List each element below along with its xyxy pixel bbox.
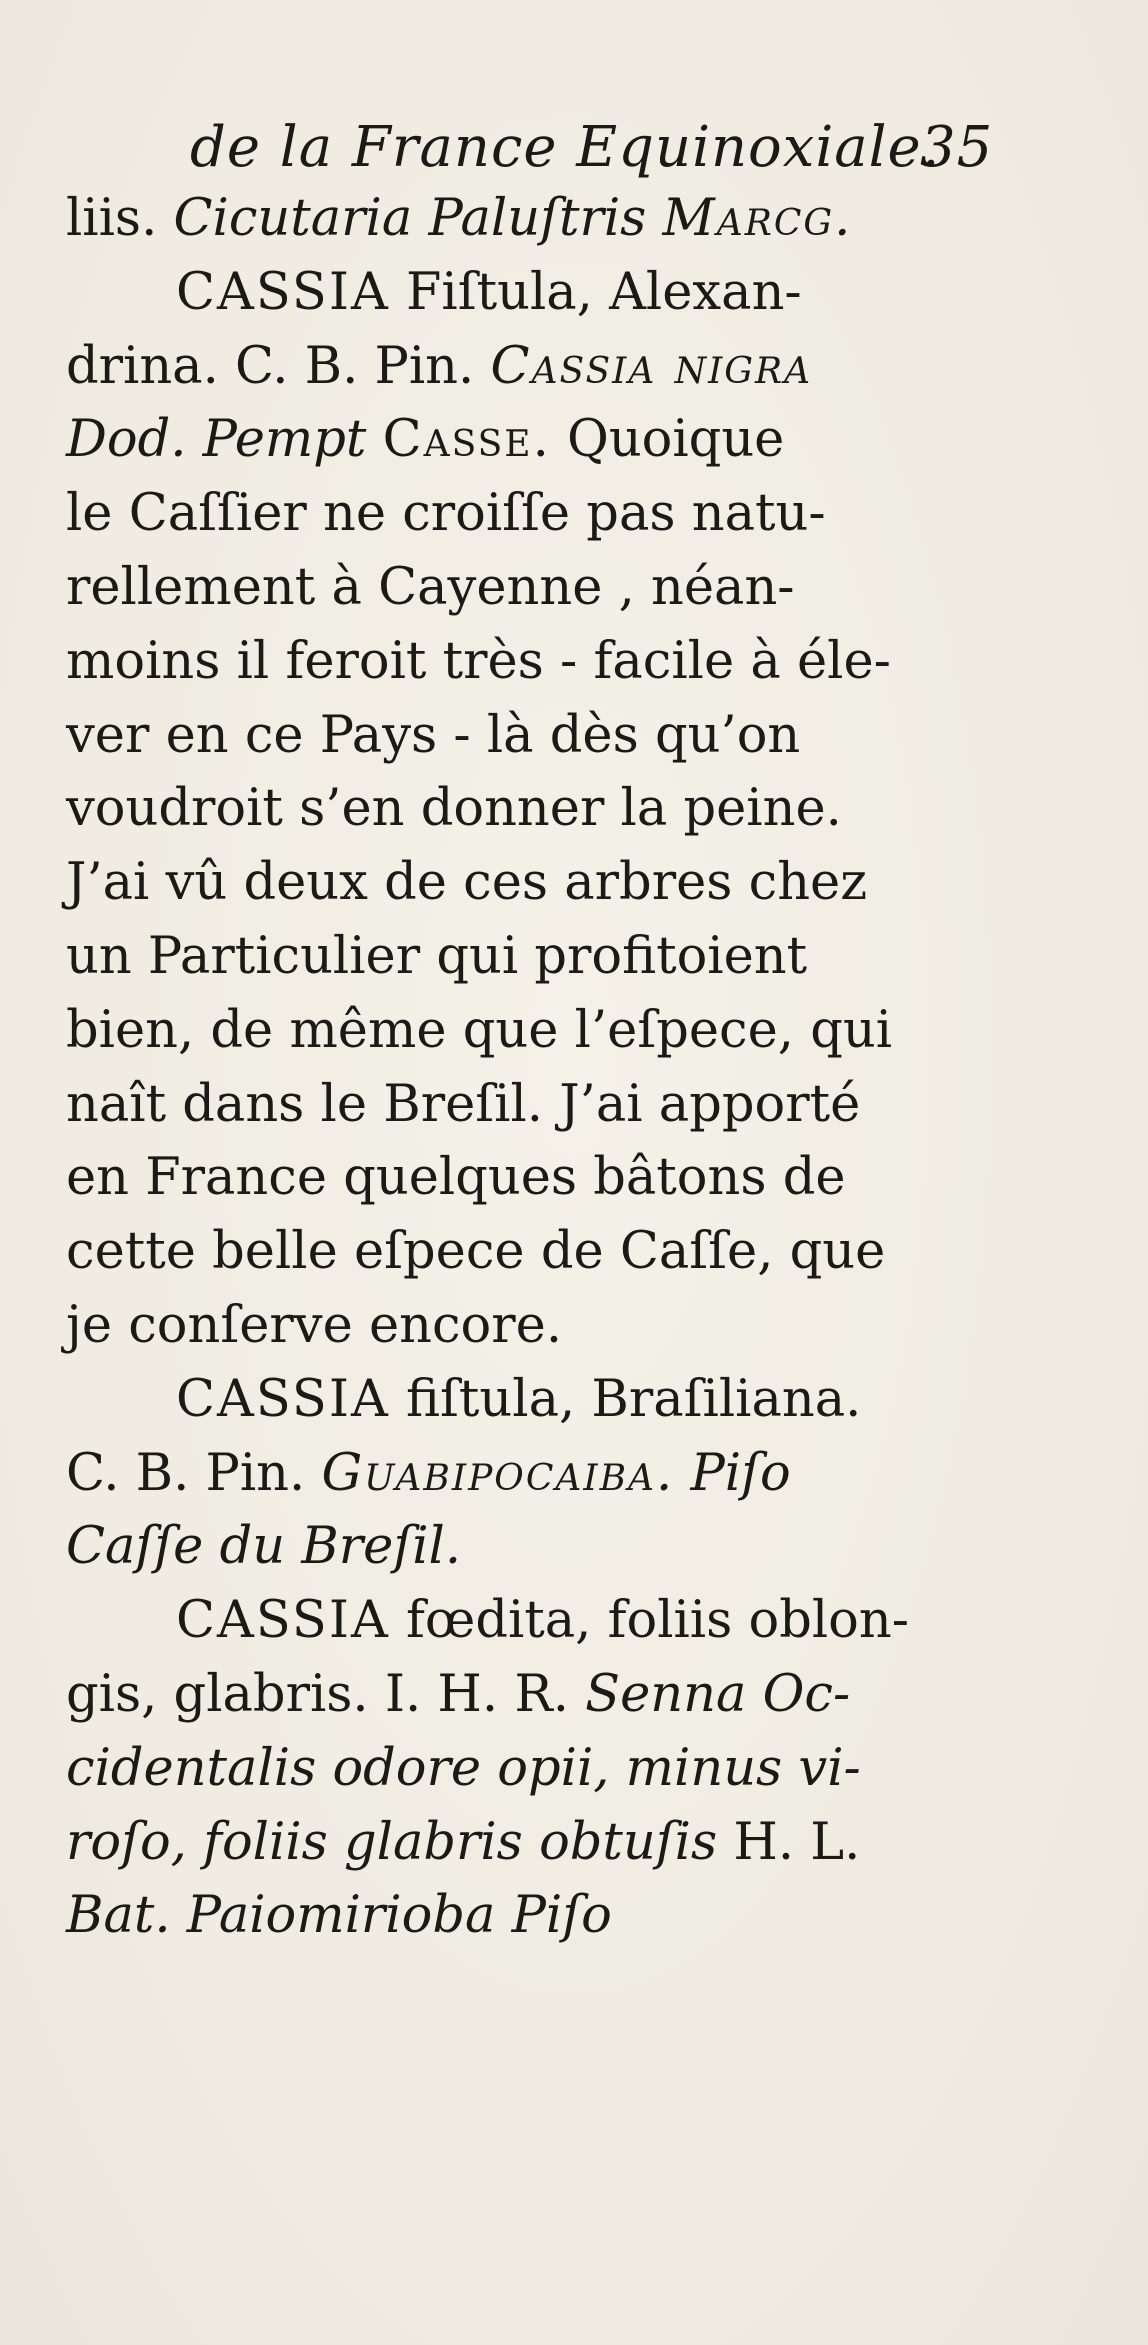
text-line-24 [66,1879,1006,1953]
text-run: Piſo [690,1443,791,1503]
text-run: roſo, foliis glabris obtuſis [66,1812,734,1872]
text-run: naît dans le Breſil. J’ai apporté [66,1074,861,1134]
text-run: Senna Oc- [585,1664,851,1724]
text-run: Guabipocaiba. [321,1443,675,1503]
text-run: Fiſtula, Alexan- [389,262,802,322]
text-run: je conſerve encore. [66,1295,563,1355]
text-run: cidentalis odore opii, minus vi- [66,1738,861,1798]
text-line-4 [66,403,1006,477]
text-line-19 [66,1510,1006,1584]
text-line-16 [66,1289,1006,1363]
text-run: drina. C. B. Pin. [66,336,491,396]
text-line-15 [66,1215,1006,1289]
text-run: fiſtula, Braſiliana. [389,1369,862,1429]
text-line-17 [66,1363,1006,1437]
text-run: fœdita, foliis oblon- [389,1591,909,1651]
text-run: liis. [66,189,174,248]
text-line-9 [66,772,1006,846]
text-run: ver en ce Pays - là dès qu’on [66,705,801,765]
text-run: moins il feroit très - facile à éle- [66,631,891,691]
text-line-6 [66,551,1006,625]
text-line-3 [66,330,1006,404]
text-line-18 [66,1437,1006,1511]
text-run: Cicutaria Paluſtris [173,189,663,248]
text-line-13 [66,1068,1006,1142]
text-line-12 [66,994,1006,1068]
text-run: cette belle eſpece de Caſſe, que [66,1222,886,1282]
running-header [190,108,994,188]
text-run: Bat. Paiomirioba Piſo [66,1886,612,1946]
text-run: en France quelques bâtons de [66,1148,846,1208]
text-run: Caſſe du Breſil. [66,1517,462,1577]
page-number: 35 [920,115,994,180]
text-line-22 [66,1732,1006,1806]
text-run: Cassia nigra [490,336,813,396]
text-run: voudroit s’en donner la peine. [66,779,842,839]
text-run [674,1444,690,1503]
text-run: un Particulier qui profitoient [66,926,808,986]
text-line-11 [66,920,1006,994]
text-run: gis, glabris. I. H. R. [66,1664,586,1724]
text-line-1 [66,182,1006,256]
text-line-10 [66,846,1006,920]
text-line-7 [66,625,1006,699]
text-line-5 [66,477,1006,551]
text-line-23 [66,1806,1006,1880]
running-title: de la France Equinoxiale. [190,115,941,180]
text-run: Quoique [550,410,785,470]
text-run: Dod. Pempt [66,410,383,470]
text-run: Marcg. [662,189,853,248]
text-run: rellement à Cayenne , néan- [66,557,795,617]
text-line-8 [66,699,1006,773]
text-run: CASSIA [176,1369,390,1429]
text-run: J’ai vû deux de ces arbres chez [66,853,868,913]
text-line-21 [66,1658,1006,1732]
text-run: CASSIA [176,262,390,322]
text-run: Casse. [382,410,551,470]
text-line-2 [66,256,1006,330]
text-line-20 [66,1584,1006,1658]
text-run: C. B. Pin. [66,1443,322,1503]
body-text [66,182,1006,1953]
text-run: bien, de même que l’eſpece, qui [66,1000,893,1060]
text-run: le Caſſier ne croiſſe pas natu- [66,484,826,544]
text-line-14 [66,1141,1006,1215]
text-run: H. L. [733,1812,861,1872]
text-run: CASSIA [176,1591,390,1651]
